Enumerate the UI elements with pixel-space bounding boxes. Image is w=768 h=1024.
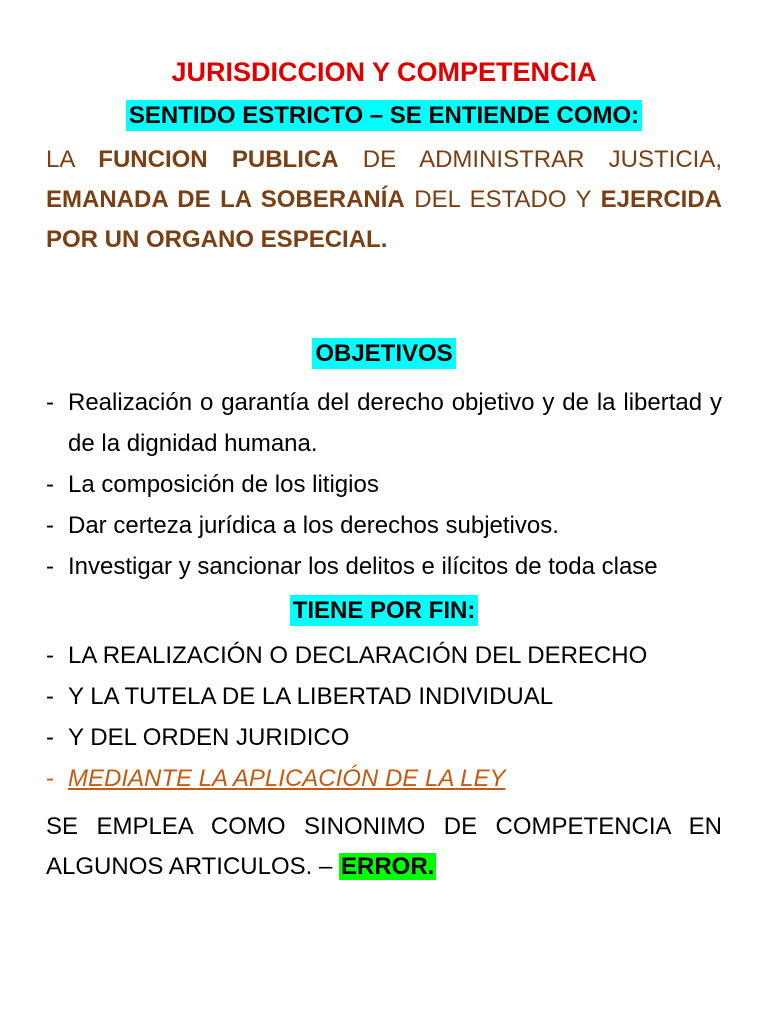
- list-item: - La composición de los litigios: [46, 464, 722, 505]
- fin-heading: [46, 591, 722, 631]
- ley-text: MEDIANTE LA APLICACIÓN DE LA LEY: [68, 765, 506, 792]
- definition-part-1: LA: [46, 146, 99, 173]
- list-item: - Realización o garantía del derecho objetivo y de la libertad y de la dignidad humana.: [46, 382, 722, 464]
- error-badge: ERROR.: [340, 853, 435, 880]
- definition-soberania: EMANADA DE LA SOBERANÍA: [46, 186, 405, 213]
- objetivos-heading: [46, 334, 722, 374]
- objetivos-heading-text: OBJETIVOS: [312, 338, 455, 369]
- sentido-heading: [46, 96, 722, 136]
- document-title: JURISDICCION Y COMPETENCIA: [171, 57, 597, 87]
- list-item: - Investigar y sancionar los delitos e ilícitos de toda clase: [46, 546, 722, 587]
- definition-part-3: DE ADMINISTRAR JUSTICIA,: [338, 146, 723, 173]
- list-item-highlighted: [46, 758, 722, 799]
- definition-part-5: DEL ESTADO Y: [404, 186, 601, 213]
- list-item: - Dar certeza jurídica a los derechos subjetivos.: [46, 505, 722, 546]
- closing-paragraph: [46, 807, 722, 887]
- fin-heading-text: TIENE POR FIN:: [290, 595, 479, 626]
- definition-ejercida: EJERCIDA POR UN ORGANO ESPECIAL.: [46, 186, 723, 253]
- list-item: - Y DEL ORDEN JURIDICO: [46, 717, 722, 758]
- list-item: - LA REALIZACIÓN O DECLARACIÓN DEL DERECHO: [46, 635, 722, 676]
- sentido-heading-text: SENTIDO ESTRICTO – SE ENTIENDE COMO:: [126, 100, 642, 131]
- document-page: [46, 46, 722, 887]
- objetivos-list: [46, 382, 722, 587]
- sentido-definition: [46, 140, 722, 260]
- closing-text: SE EMPLEA COMO SINONIMO DE COMPETENCIA EN ALGUNOS ARTICULOS. –: [46, 813, 722, 880]
- list-item: - Y LA TUTELA DE LA LIBERTAD INDIVIDUAL: [46, 676, 722, 717]
- definition-function-publica: FUNCION PUBLICA: [98, 146, 339, 173]
- fin-list: [46, 635, 722, 799]
